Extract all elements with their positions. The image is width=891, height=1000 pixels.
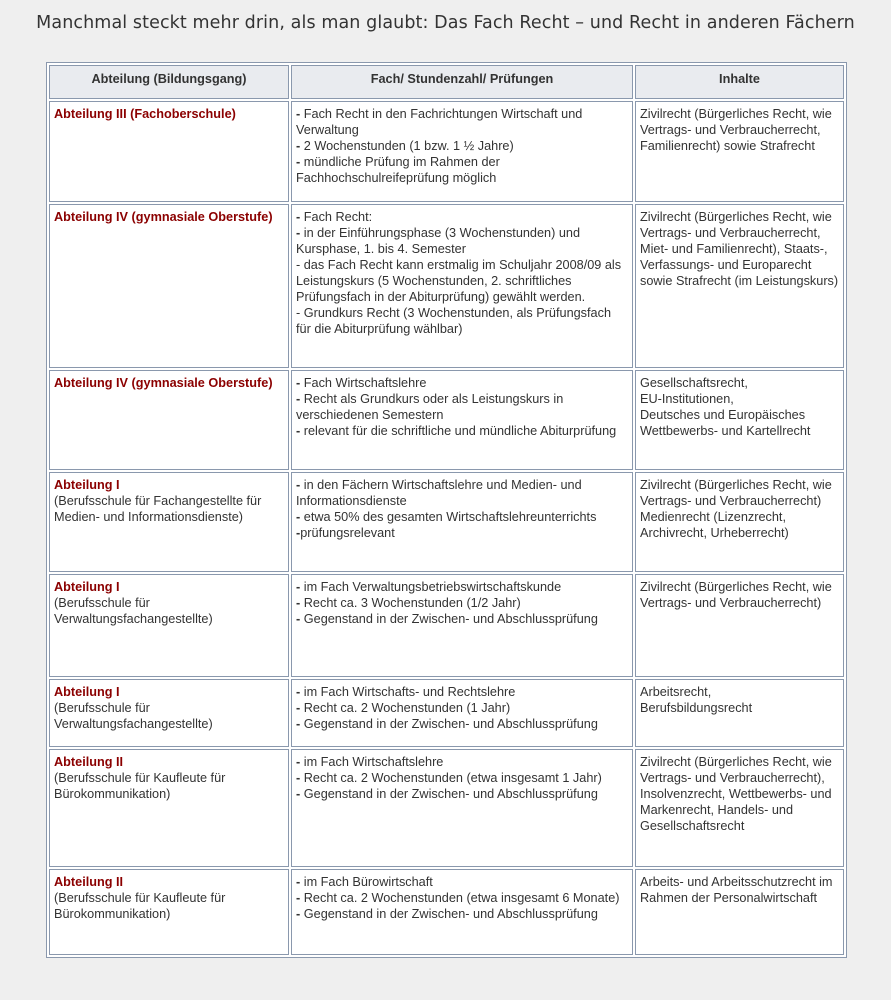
contents-line: Arbeits- und Arbeitsschutzrecht im Rahmen der Personalwirtschaft	[640, 875, 833, 905]
subject-cell	[291, 869, 633, 955]
bullet-dash: -	[296, 612, 304, 626]
bullet-dash: -	[296, 226, 304, 240]
subject-line	[296, 225, 628, 257]
subject-line	[296, 906, 628, 922]
column-header-subject: Fach/ Stundenzahl/ Prüfungen	[291, 65, 633, 99]
bullet-dash: -	[296, 701, 304, 715]
table-row	[49, 204, 844, 368]
contents-line: Zivilrecht (Bürgerliches Recht, wie Vertrags- und Verbraucherrecht)	[640, 580, 832, 610]
contents-cell	[635, 472, 844, 572]
table-row	[49, 370, 844, 470]
bullet-dash: -	[296, 424, 304, 438]
subject-line-text: im Fach Bürowirtschaft	[303, 875, 433, 889]
department-name: Abteilung IV (gymnasiale Oberstufe)	[54, 210, 273, 224]
table-row	[49, 749, 844, 867]
subject-line-text: in den Fächern Wirtschaftslehre und Medien- und Informationsdienste	[296, 478, 582, 508]
subject-line	[296, 138, 628, 154]
bullet-dash: -	[296, 891, 304, 905]
department-name: Abteilung II	[54, 755, 124, 769]
contents-line: Berufsbildungsrecht	[640, 701, 753, 715]
bullet-dash: -	[296, 771, 304, 785]
department-cell	[49, 101, 289, 202]
department-name: Abteilung I	[54, 580, 120, 594]
bullet-dash: -	[296, 139, 304, 153]
contents-line: Zivilrecht (Bürgerliches Recht, wie Vertrags- und Verbraucherrecht), Insolvenzrecht, Wettbewerbs- und Markenrecht, Handels- und Gesellschaftsrecht	[640, 755, 832, 833]
table-header-row	[49, 65, 844, 99]
contents-line: Arbeitsrecht,	[640, 685, 712, 699]
subject-cell	[291, 204, 633, 368]
contents-cell	[635, 101, 844, 202]
subject-line	[296, 106, 628, 138]
bullet-dash: -	[296, 787, 304, 801]
subject-cell	[291, 472, 633, 572]
subject-line-text: im Fach Wirtschafts- und Rechtslehre	[303, 685, 516, 699]
subject-cell	[291, 101, 633, 202]
bullet-dash: -	[296, 717, 304, 731]
department-name: Abteilung I	[54, 685, 120, 699]
department-name: Abteilung III (Fachoberschule)	[54, 107, 236, 121]
subject-line-text: Recht ca. 2 Wochenstunden (etwa insgesamt 1 Jahr)	[303, 771, 602, 785]
contents-cell	[635, 679, 844, 747]
department-cell	[49, 370, 289, 470]
subject-line-text: etwa 50% des gesamten Wirtschaftslehreunterrichts	[303, 510, 597, 524]
table-row	[49, 869, 844, 955]
department-description: (Berufsschule für Fachangestellte für Medien- und Informationsdienste)	[54, 494, 262, 524]
subject-line-text: Gegenstand in der Zwischen- und Abschlussprüfung	[303, 787, 598, 801]
subject-line	[296, 890, 628, 906]
subject-line-text: im Fach Wirtschaftslehre	[303, 755, 444, 769]
subject-line	[296, 257, 628, 305]
subject-line	[296, 209, 628, 225]
subject-line-text: Gegenstand in der Zwischen- und Abschlussprüfung	[303, 907, 598, 921]
subject-line	[296, 770, 628, 786]
subject-line	[296, 579, 628, 595]
bullet-dash: -	[296, 376, 304, 390]
contents-line: Deutsches und Europäisches Wettbewerbs- und Kartellrecht	[640, 408, 811, 438]
subject-line	[296, 874, 628, 890]
department-name: Abteilung I	[54, 478, 120, 492]
contents-cell	[635, 204, 844, 368]
bullet-dash: -	[296, 155, 304, 169]
subject-line-text: im Fach Verwaltungsbetriebswirtschaftskunde	[303, 580, 562, 594]
contents-cell	[635, 574, 844, 677]
subject-line-text: - das Fach Recht kann erstmalig im Schuljahr 2008/09 als Leistungskurs (5 Wochenstunden, 2. schriftliches Prüfungsfach in der Abiturprüfung) gewählt werden.	[296, 258, 622, 304]
subject-cell	[291, 370, 633, 470]
department-cell	[49, 749, 289, 867]
subject-line	[296, 684, 628, 700]
table-row	[49, 574, 844, 677]
bullet-dash: -	[296, 907, 304, 921]
bullet-dash: -	[296, 580, 304, 594]
subject-line-text: Fach Recht in den Fachrichtungen Wirtschaft und Verwaltung	[296, 107, 583, 137]
contents-line: Zivilrecht (Bürgerliches Recht, wie Vertrags- und Verbraucherrecht, Familienrecht) sowie Strafrecht	[640, 107, 832, 153]
subject-line	[296, 611, 628, 627]
department-description: (Berufsschule für Kaufleute für Bürokommunikation)	[54, 891, 226, 921]
subjects-table	[46, 62, 847, 958]
subject-line	[296, 754, 628, 770]
department-description: (Berufsschule für Kaufleute für Bürokommunikation)	[54, 771, 226, 801]
subject-line	[296, 391, 628, 423]
department-cell	[49, 574, 289, 677]
department-cell	[49, 869, 289, 955]
subject-line-text: relevant für die schriftliche und mündliche Abiturprüfung	[303, 424, 617, 438]
subject-line	[296, 716, 628, 732]
subject-line	[296, 525, 628, 541]
bullet-dash: -	[296, 685, 304, 699]
subject-line-text: Recht ca. 2 Wochenstunden (etwa insgesamt 6 Monate)	[303, 891, 620, 905]
bullet-dash: -	[296, 510, 304, 524]
subject-line	[296, 786, 628, 802]
department-name: Abteilung II	[54, 875, 124, 889]
subject-cell	[291, 574, 633, 677]
subject-line-text: Recht ca. 3 Wochenstunden (1/2 Jahr)	[303, 596, 521, 610]
subject-line	[296, 595, 628, 611]
table-row	[49, 101, 844, 202]
subject-line-text: mündliche Prüfung im Rahmen der Fachhochschulreifeprüfung möglich	[296, 155, 500, 185]
subject-line-text: Gegenstand in der Zwischen- und Abschlussprüfung	[303, 717, 598, 731]
subject-line	[296, 305, 628, 337]
table-body	[49, 101, 844, 955]
subject-line-text: Fach Wirtschaftslehre	[303, 376, 427, 390]
subject-line-text: - Grundkurs Recht (3 Wochenstunden, als Prüfungsfach für die Abiturprüfung wählbar)	[296, 306, 612, 336]
subject-line-text: Fach Recht:	[303, 210, 373, 224]
contents-line: Gesellschaftsrecht,	[640, 376, 748, 390]
contents-cell	[635, 869, 844, 955]
bullet-dash: -	[296, 392, 304, 406]
department-description: (Berufsschule für Verwaltungsfachangestellte)	[54, 701, 213, 731]
subject-cell	[291, 679, 633, 747]
subject-line	[296, 154, 628, 186]
department-description: (Berufsschule für Verwaltungsfachangestellte)	[54, 596, 213, 626]
subject-line-text: Gegenstand in der Zwischen- und Abschlussprüfung	[303, 612, 598, 626]
subject-cell	[291, 749, 633, 867]
page-title: Manchmal steckt mehr drin, als man glaubt: Das Fach Recht – und Recht in anderen Fächern	[36, 13, 855, 33]
subject-line-text: in der Einführungsphase (3 Wochenstunden) und Kursphase, 1. bis 4. Semester	[296, 226, 581, 256]
contents-line: Medienrecht (Lizenzrecht, Archivrecht, Urheberrecht)	[640, 510, 789, 540]
subject-line-text: Recht als Grundkurs oder als Leistungskurs in verschiedenen Semestern	[296, 392, 564, 422]
contents-line: EU-Institutionen,	[640, 392, 734, 406]
contents-line: Zivilrecht (Bürgerliches Recht, wie Vertrags- und Verbraucherrecht, Miet- und Familienrecht), Staats-, Verfassungs- und Europarecht sowie Strafrecht (im Leistungskurs)	[640, 210, 839, 288]
subject-line-text: 2 Wochenstunden (1 bzw. 1 ½ Jahre)	[303, 139, 514, 153]
subject-line	[296, 423, 628, 439]
department-cell	[49, 472, 289, 572]
subject-line	[296, 509, 628, 525]
subject-line	[296, 477, 628, 509]
bullet-dash: -	[296, 107, 304, 121]
department-name: Abteilung IV (gymnasiale Oberstufe)	[54, 376, 273, 390]
table-row	[49, 472, 844, 572]
bullet-dash: -	[296, 755, 304, 769]
contents-line: Zivilrecht (Bürgerliches Recht, wie Vertrags- und Verbraucherrecht)	[640, 478, 832, 508]
contents-cell	[635, 370, 844, 470]
subject-line-text: prüfungsrelevant	[300, 526, 395, 540]
department-cell	[49, 679, 289, 747]
table-row	[49, 679, 844, 747]
bullet-dash: -	[296, 596, 304, 610]
department-cell	[49, 204, 289, 368]
contents-cell	[635, 749, 844, 867]
subject-line	[296, 700, 628, 716]
bullet-dash: -	[296, 526, 301, 540]
column-header-department: Abteilung (Bildungsgang)	[49, 65, 289, 99]
column-header-contents: Inhalte	[635, 65, 844, 99]
subject-line-text: Recht ca. 2 Wochenstunden (1 Jahr)	[303, 701, 511, 715]
bullet-dash: -	[296, 210, 304, 224]
bullet-dash: -	[296, 875, 304, 889]
bullet-dash: -	[296, 478, 304, 492]
subject-line	[296, 375, 628, 391]
